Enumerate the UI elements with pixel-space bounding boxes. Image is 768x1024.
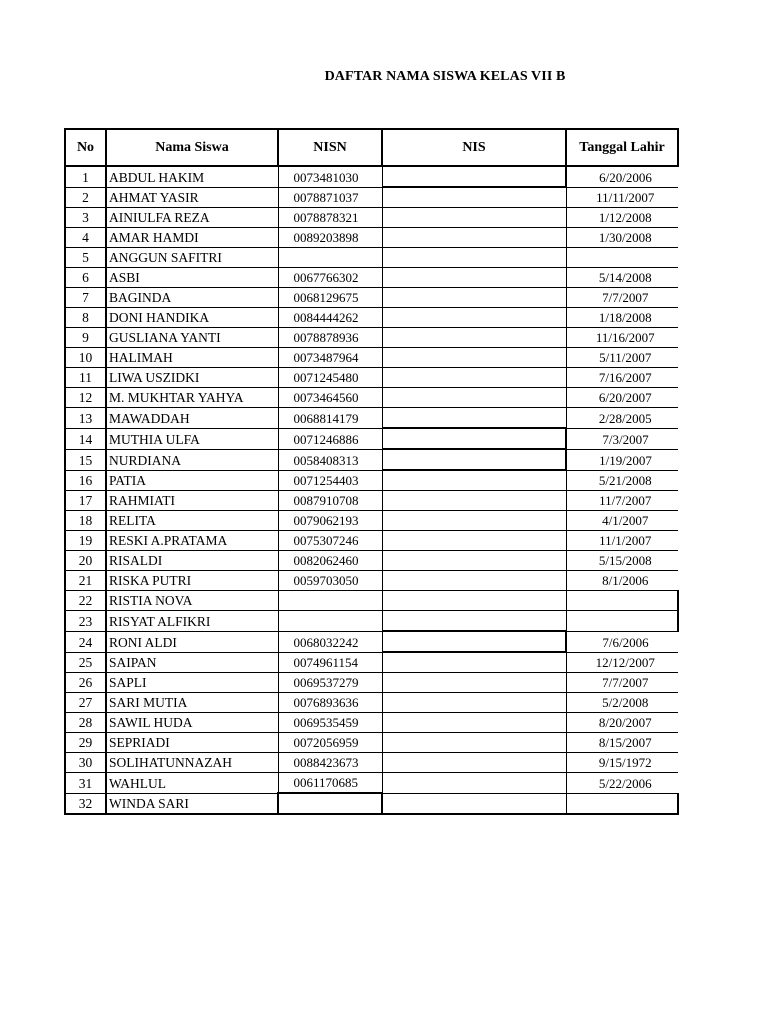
student-nisn: 0068032242 <box>278 631 382 652</box>
table-row <box>65 449 678 470</box>
table-header-row <box>65 129 678 166</box>
student-nis <box>382 713 566 733</box>
student-nisn: 0088423673 <box>278 753 382 773</box>
row-number: 18 <box>65 511 106 531</box>
student-birth-date: 7/7/2007 <box>566 673 678 693</box>
student-nisn: 0071245480 <box>278 368 382 388</box>
student-nisn: 0059703050 <box>278 571 382 591</box>
header-nis: NIS <box>382 129 566 166</box>
table-row <box>65 228 678 248</box>
student-nisn: 0078878321 <box>278 208 382 228</box>
student-nis <box>382 308 566 328</box>
student-nisn: 0073481030 <box>278 166 382 187</box>
table-row <box>65 470 678 491</box>
table-row <box>65 388 678 408</box>
student-birth-date: 11/7/2007 <box>566 491 678 511</box>
student-birth-date: 2/28/2005 <box>566 408 678 429</box>
student-nis <box>382 208 566 228</box>
document-title: DAFTAR NAMA SISWA KELAS VII B <box>324 69 566 84</box>
student-birth-date: 12/12/2007 <box>566 652 678 673</box>
table-row <box>65 328 678 348</box>
student-nis <box>382 449 566 470</box>
student-nis <box>382 531 566 551</box>
row-number: 27 <box>65 693 106 713</box>
student-name: WINDA SARI <box>106 793 278 814</box>
student-name: BAGINDA <box>106 288 278 308</box>
student-birth-date: 5/21/2008 <box>566 470 678 491</box>
table-row <box>65 248 678 268</box>
student-birth-date: 6/20/2006 <box>566 166 678 187</box>
student-nis <box>382 793 566 814</box>
student-nisn: 0074961154 <box>278 652 382 673</box>
student-nis <box>382 328 566 348</box>
student-nisn: 0068814179 <box>278 408 382 429</box>
student-name: RISTIA NOVA <box>106 591 278 611</box>
table-row <box>65 268 678 288</box>
student-nisn: 0073487964 <box>278 348 382 368</box>
student-birth-date: 4/1/2007 <box>566 511 678 531</box>
student-nisn: 0073464560 <box>278 388 382 408</box>
row-number: 19 <box>65 531 106 551</box>
table-row <box>65 733 678 753</box>
row-number: 15 <box>65 449 106 470</box>
student-nisn: 0068129675 <box>278 288 382 308</box>
table-row <box>65 531 678 551</box>
header-nisn: NISN <box>278 129 382 166</box>
row-number: 5 <box>65 248 106 268</box>
row-number: 4 <box>65 228 106 248</box>
student-birth-date: 5/14/2008 <box>566 268 678 288</box>
student-name: DONI HANDIKA <box>106 308 278 328</box>
student-nis <box>382 611 566 632</box>
header-name: Nama Siswa <box>106 129 278 166</box>
table-row <box>65 693 678 713</box>
row-number: 32 <box>65 793 106 814</box>
table-row <box>65 491 678 511</box>
student-nis <box>382 228 566 248</box>
header-no: No <box>65 129 106 166</box>
student-name: AMAR HAMDI <box>106 228 278 248</box>
row-number: 12 <box>65 388 106 408</box>
student-nis <box>382 268 566 288</box>
table-row <box>65 713 678 733</box>
student-nis <box>382 693 566 713</box>
student-birth-date: 7/3/2007 <box>566 428 678 449</box>
table-row <box>65 368 678 388</box>
table-row <box>65 793 678 814</box>
table-row <box>65 591 678 611</box>
student-nisn: 0069535459 <box>278 713 382 733</box>
row-number: 20 <box>65 551 106 571</box>
student-birth-date: 7/16/2007 <box>566 368 678 388</box>
row-number: 13 <box>65 408 106 429</box>
row-number: 16 <box>65 470 106 491</box>
student-nisn: 0069537279 <box>278 673 382 693</box>
student-nis <box>382 470 566 491</box>
table-row <box>65 187 678 208</box>
row-number: 23 <box>65 611 106 632</box>
student-nis <box>382 773 566 794</box>
student-nis <box>382 652 566 673</box>
student-name: MAWADDAH <box>106 408 278 429</box>
student-nis <box>382 591 566 611</box>
student-name: ABDUL HAKIM <box>106 166 278 187</box>
student-birth-date: 6/20/2007 <box>566 388 678 408</box>
row-number: 31 <box>65 773 106 794</box>
student-birth-date: 8/15/2007 <box>566 733 678 753</box>
row-number: 29 <box>65 733 106 753</box>
student-nisn: 0071246886 <box>278 428 382 449</box>
student-birth-date <box>566 611 678 632</box>
student-name: RAHMIATI <box>106 491 278 511</box>
table-row <box>65 551 678 571</box>
row-number: 11 <box>65 368 106 388</box>
student-nisn: 0079062193 <box>278 511 382 531</box>
row-number: 6 <box>65 268 106 288</box>
student-name: ANGGUN SAFITRI <box>106 248 278 268</box>
student-birth-date <box>566 591 678 611</box>
student-nis <box>382 511 566 531</box>
row-number: 10 <box>65 348 106 368</box>
student-nisn: 0075307246 <box>278 531 382 551</box>
student-nis <box>382 551 566 571</box>
student-birth-date: 9/15/1972 <box>566 753 678 773</box>
student-name: RISALDI <box>106 551 278 571</box>
table-row <box>65 611 678 632</box>
row-number: 14 <box>65 428 106 449</box>
student-birth-date: 11/11/2007 <box>566 187 678 208</box>
student-name: GUSLIANA YANTI <box>106 328 278 348</box>
student-birth-date: 11/16/2007 <box>566 328 678 348</box>
student-nisn: 0087910708 <box>278 491 382 511</box>
student-nis <box>382 187 566 208</box>
table-row <box>65 428 678 449</box>
student-nis <box>382 491 566 511</box>
row-number: 30 <box>65 753 106 773</box>
student-nisn: 0078871037 <box>278 187 382 208</box>
table-row <box>65 208 678 228</box>
student-name: SAPLI <box>106 673 278 693</box>
student-nisn: 0061170685 <box>278 773 382 794</box>
student-name: AINIULFA REZA <box>106 208 278 228</box>
row-number: 26 <box>65 673 106 693</box>
student-nis <box>382 753 566 773</box>
student-nis <box>382 673 566 693</box>
row-number: 25 <box>65 652 106 673</box>
table-row <box>65 571 678 591</box>
student-birth-date: 1/19/2007 <box>566 449 678 470</box>
student-nisn <box>278 591 382 611</box>
row-number: 8 <box>65 308 106 328</box>
table-row <box>65 631 678 652</box>
student-birth-date: 5/2/2008 <box>566 693 678 713</box>
student-nisn: 0071254403 <box>278 470 382 491</box>
row-number: 3 <box>65 208 106 228</box>
student-name: ASBI <box>106 268 278 288</box>
row-number: 9 <box>65 328 106 348</box>
table-row <box>65 408 678 429</box>
student-nis <box>382 288 566 308</box>
student-birth-date <box>566 248 678 268</box>
student-nis <box>382 166 566 187</box>
student-name: RELITA <box>106 511 278 531</box>
student-name: RESKI A.PRATAMA <box>106 531 278 551</box>
row-number: 21 <box>65 571 106 591</box>
student-name: SOLIHATUNNAZAH <box>106 753 278 773</box>
row-number: 28 <box>65 713 106 733</box>
table-row <box>65 652 678 673</box>
student-name: RISKA PUTRI <box>106 571 278 591</box>
header-birth-date: Tanggal Lahir <box>566 129 678 166</box>
student-nisn: 0084444262 <box>278 308 382 328</box>
student-name: SARI MUTIA <box>106 693 278 713</box>
student-name: MUTHIA ULFA <box>106 428 278 449</box>
row-number: 17 <box>65 491 106 511</box>
row-number: 2 <box>65 187 106 208</box>
student-birth-date: 7/7/2007 <box>566 288 678 308</box>
student-birth-date <box>566 793 678 814</box>
student-nis <box>382 571 566 591</box>
table-row <box>65 753 678 773</box>
student-name: SEPRIADI <box>106 733 278 753</box>
student-nis <box>382 733 566 753</box>
student-name: LIWA USZIDKI <box>106 368 278 388</box>
student-name: RISYAT ALFIKRI <box>106 611 278 632</box>
student-name: PATIA <box>106 470 278 491</box>
student-birth-date: 1/18/2008 <box>566 308 678 328</box>
student-nisn <box>278 248 382 268</box>
table-row <box>65 288 678 308</box>
student-nisn: 0058408313 <box>278 449 382 470</box>
student-name: SAWIL HUDA <box>106 713 278 733</box>
student-nis <box>382 368 566 388</box>
student-nis <box>382 428 566 449</box>
student-birth-date: 8/1/2006 <box>566 571 678 591</box>
table-row <box>65 166 678 187</box>
table-body <box>65 166 678 814</box>
table-row <box>65 773 678 794</box>
student-birth-date: 5/22/2006 <box>566 773 678 794</box>
row-number: 24 <box>65 631 106 652</box>
student-birth-date: 1/30/2008 <box>566 228 678 248</box>
student-table <box>64 128 679 815</box>
student-nis <box>382 248 566 268</box>
student-nisn: 0078878936 <box>278 328 382 348</box>
student-birth-date: 11/1/2007 <box>566 531 678 551</box>
student-nisn: 0082062460 <box>278 551 382 571</box>
student-name: HALIMAH <box>106 348 278 368</box>
student-name: WAHLUL <box>106 773 278 794</box>
row-number: 22 <box>65 591 106 611</box>
row-number: 1 <box>65 166 106 187</box>
student-name: NURDIANA <box>106 449 278 470</box>
table-row <box>65 511 678 531</box>
student-birth-date: 5/11/2007 <box>566 348 678 368</box>
table-row <box>65 308 678 328</box>
student-nis <box>382 408 566 429</box>
student-birth-date: 8/20/2007 <box>566 713 678 733</box>
student-nis <box>382 631 566 652</box>
student-name: AHMAT YASIR <box>106 187 278 208</box>
student-nisn <box>278 793 382 814</box>
student-nis <box>382 388 566 408</box>
student-birth-date: 1/12/2008 <box>566 208 678 228</box>
table-row <box>65 348 678 368</box>
student-nisn: 0067766302 <box>278 268 382 288</box>
student-nisn: 0072056959 <box>278 733 382 753</box>
student-nis <box>382 348 566 368</box>
student-nisn: 0089203898 <box>278 228 382 248</box>
student-name: M. MUKHTAR YAHYA <box>106 388 278 408</box>
student-birth-date: 5/15/2008 <box>566 551 678 571</box>
student-name: SAIPAN <box>106 652 278 673</box>
row-number: 7 <box>65 288 106 308</box>
student-nisn: 0076893636 <box>278 693 382 713</box>
student-birth-date: 7/6/2006 <box>566 631 678 652</box>
student-name: RONI ALDI <box>106 631 278 652</box>
student-nisn <box>278 611 382 632</box>
table-row <box>65 673 678 693</box>
